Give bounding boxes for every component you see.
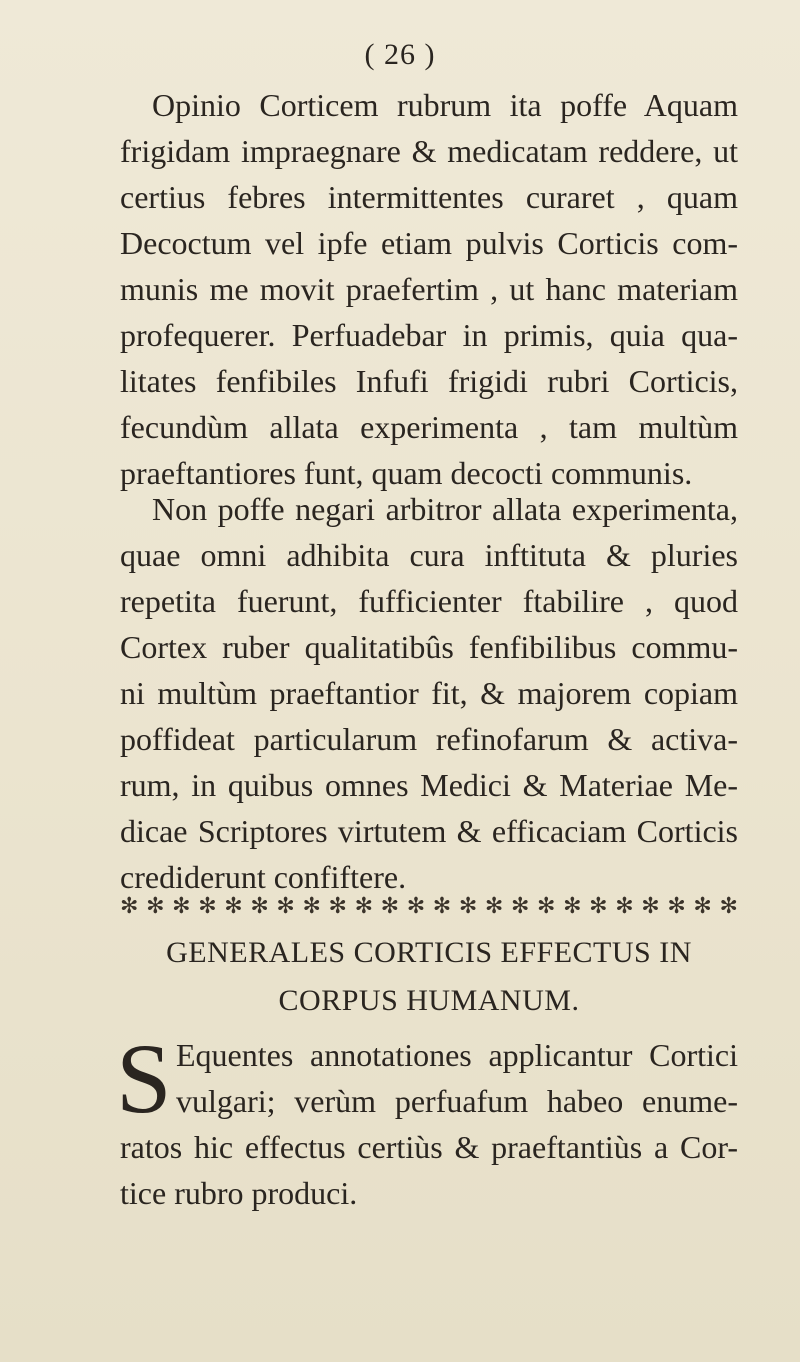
page-number: ( 26 ) (364, 38, 436, 71)
text-line: rum, in quibus omnes Medici & Materiae Me- (120, 767, 738, 803)
ornament-glyph: ✻ (693, 893, 712, 918)
text-line: Non poffe negari arbitror allata experimenta, (152, 491, 738, 527)
drop-cap: S (116, 1023, 172, 1134)
ornament-glyph: ✻ (510, 893, 530, 918)
ornament-glyph: ✻ (328, 893, 347, 918)
text-line: certius febres intermittentes curaret , quam (120, 179, 738, 215)
paragraph-3 (120, 1124, 738, 1216)
ornament-glyph: ✻ (380, 893, 400, 918)
text-line: dicae Scriptores virtutem & efficaciam Corticis (120, 813, 738, 849)
text-line: profequerer. Perfuadebar in primis, quia qua- (120, 317, 738, 353)
paragraph-1 (120, 82, 738, 496)
ornament-glyph: ✻ (667, 893, 686, 918)
text-line: ni multùm praeftantior fit, & majorem copiam (120, 675, 738, 711)
ornament-glyph: ✻ (198, 893, 217, 918)
ornament-glyph: ✻ (120, 893, 139, 918)
text-line: vulgari; verùm perfuafum habeo enume- (176, 1083, 738, 1119)
text-line: tice rubro produci. (120, 1175, 358, 1211)
section-heading-line-2: CORPUS HUMANUM. (278, 984, 580, 1017)
text-line: repetita fuerunt, fufficienter ftabilire , quod (120, 583, 738, 619)
text-line: frigidam impraegnare & medicatam reddere, ut (120, 133, 738, 169)
text-line: Cortex ruber qualitatibûs fenfibilibus commu- (120, 629, 738, 665)
paragraph-2 (120, 486, 738, 900)
ornament-glyph: ✻ (484, 893, 504, 918)
ornament-glyph: ✻ (537, 893, 556, 918)
ornament-glyph: ✻ (354, 893, 373, 918)
ornament-glyph: ✻ (432, 893, 452, 918)
ornament-glyph: ✻ (458, 893, 478, 918)
ornament-glyph: ✻ (146, 893, 165, 918)
text-line: poffideat particularum refinofarum & activa- (120, 721, 738, 757)
text-line: Decoctum vel ipfe etiam pulvis Corticis com- (120, 225, 738, 261)
text-line: Equentes annotationes applicantur Cortici (176, 1037, 738, 1073)
ornament-glyph: ✻ (172, 893, 191, 918)
ornament-divider (120, 893, 738, 919)
ornament-glyph: ✻ (719, 893, 738, 918)
text-line: crediderunt confiftere. (120, 859, 407, 895)
section-heading-line-1: GENERALES CORTICIS EFFECTUS IN (166, 936, 692, 969)
ornament-glyph: ✻ (589, 893, 608, 918)
ornament-glyph: ✻ (563, 893, 582, 918)
ornament-glyph: ✻ (641, 893, 660, 918)
text-line: munis me movit praefertim , ut hanc materiam (120, 271, 738, 307)
ornament-glyph: ✻ (615, 893, 634, 918)
ornament-glyph: ✻ (250, 893, 269, 918)
text-line: ratos hic effectus certiùs & praeftantiùs a Cor- (120, 1129, 738, 1165)
ornament-glyph: ✻ (302, 893, 321, 918)
text-line: Opinio Corticem rubrum ita poffe Aquam (152, 87, 738, 123)
ornament-glyph: ✻ (406, 893, 426, 918)
text-line: praeftantiores funt, quam decocti communis. (120, 455, 693, 491)
text-line: litates fenfibiles Infufi frigidi rubri Corticis, (120, 363, 738, 399)
text-line: fecundùm allata experimenta , tam multùm (120, 409, 738, 445)
text-line: quae omni adhibita cura inftituta & pluries (120, 537, 738, 573)
ornament-glyph: ✻ (276, 893, 295, 918)
ornament-glyph: ✻ (224, 893, 243, 918)
